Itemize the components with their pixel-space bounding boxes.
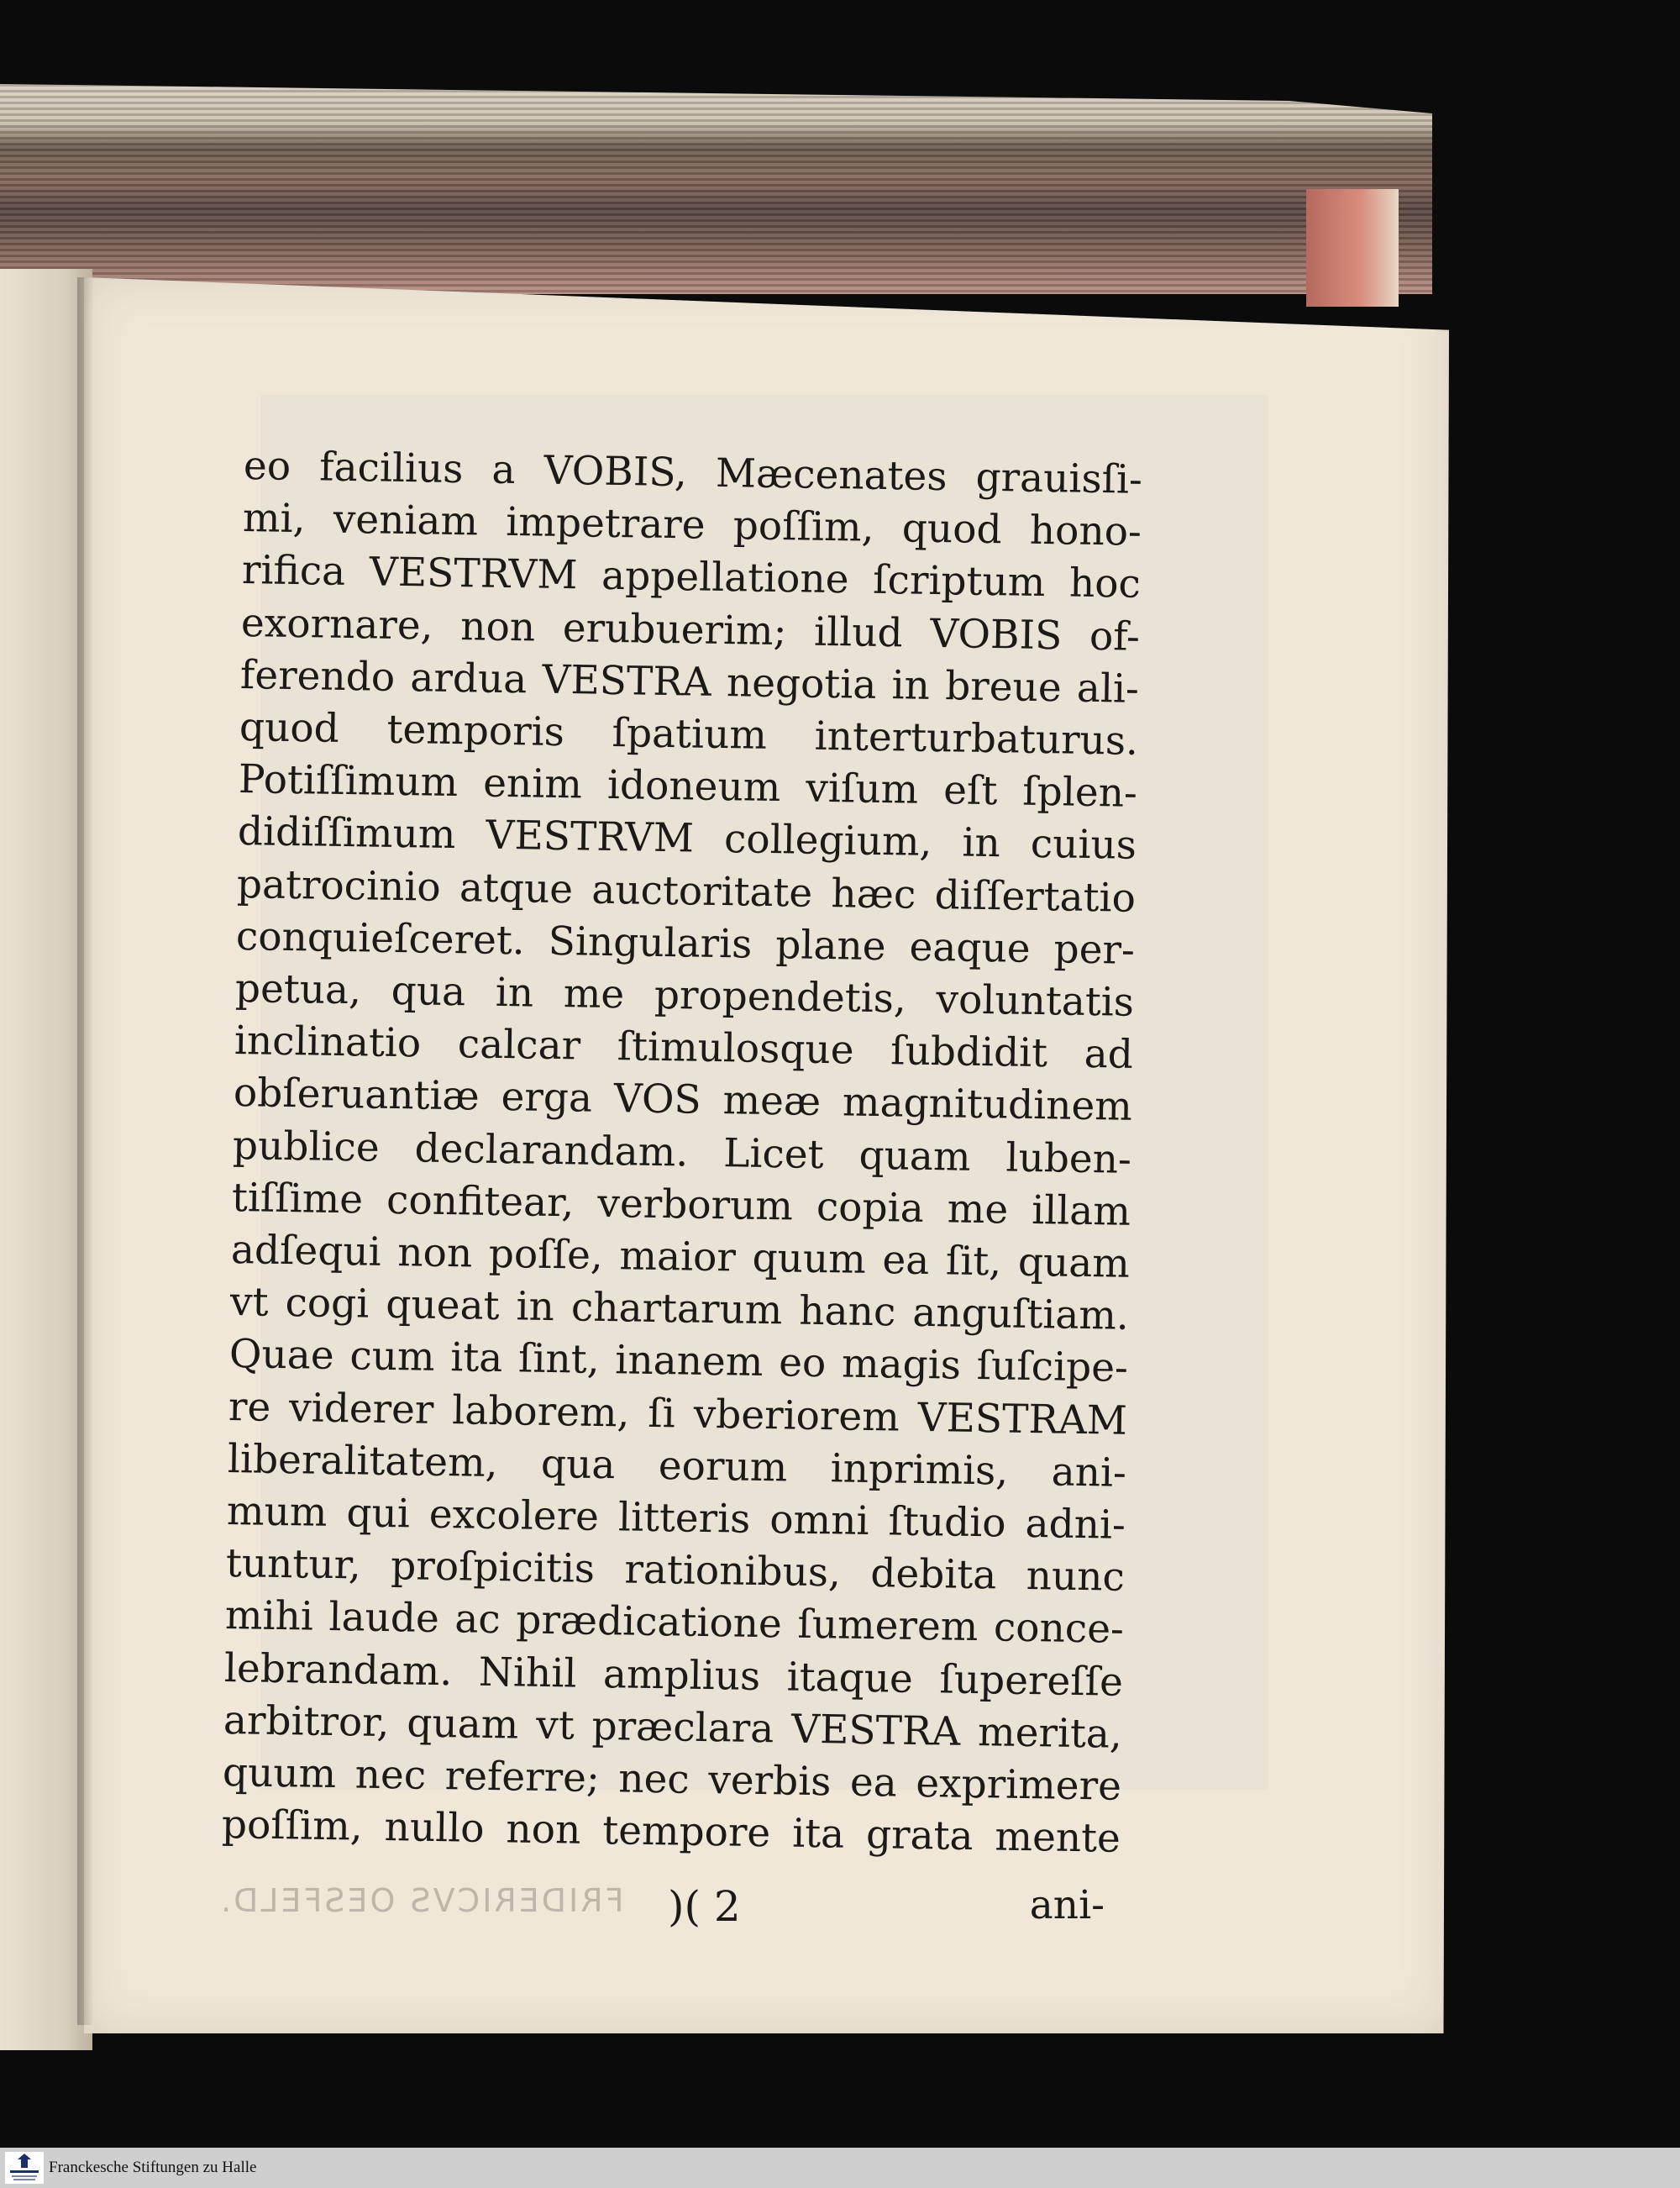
text-line: mihi laude ac prædicatione ſumerem conce-	[224, 1592, 1125, 1654]
text-line: mi, veniam impetrare poſſim, quod hono-	[242, 495, 1142, 555]
book-top-edge	[0, 84, 1432, 294]
footer-bar	[0, 2148, 1680, 2188]
text-line: eo facilius a VOBIS, Mæcenates grauisſi-	[243, 443, 1143, 503]
text-line: conquieſceret. Singularis plane eaque per-	[235, 913, 1136, 974]
text-line: petua, qua in me propendetis, voluntatis	[234, 965, 1135, 1026]
text-line: exornare, non erubuerim; illud VOBIS of-	[240, 599, 1141, 660]
gutter-shadow	[77, 277, 94, 2025]
text-line: inclinatio calcar ſtimulosque ſubdidit ad	[234, 1018, 1134, 1078]
text-line: liberalitatem, qua eorum inprimis, ani-	[227, 1435, 1127, 1496]
text-line: obſeruantiæ erga VOS meæ magnitudinem	[233, 1070, 1133, 1131]
footer-credit: Franckesche Stiftungen zu Halle	[49, 2159, 257, 2176]
text-line: quod temporis ſpatium interturbaturus.	[239, 704, 1139, 765]
text-line: publice declarandam. Licet quam luben-	[232, 1122, 1132, 1183]
text-line: arbitror, quam vt præclara VESTRA merita,	[223, 1696, 1123, 1758]
text-line: ferendo ardua VESTRA negotia in breue ali-	[239, 651, 1140, 713]
text-line: re viderer laborem, ſi vberiorem VESTRAM	[228, 1383, 1128, 1444]
text-line: poſſim, nullo non tempore ita grata mente	[221, 1801, 1121, 1862]
page-footer	[218, 1882, 1142, 1933]
text-line: tuntur, proſpicitis rationibus, debita nunc	[225, 1540, 1126, 1601]
text-line: quum nec referre; nec verbis ea exprimere	[222, 1749, 1122, 1810]
page-edge-red	[1306, 189, 1399, 307]
institution-logo-icon	[5, 2152, 44, 2184]
text-line: lebrandam. Nihil amplius itaque ſupereſſe	[223, 1644, 1124, 1706]
text-line: didiſſimum VESTRVM collegium, in cuius	[237, 808, 1137, 870]
text-line: mum qui excolere litteris omni ſtudio adni-	[226, 1488, 1126, 1549]
text-line: adſequi non poſſe, maior quum ea ſit, quam	[230, 1227, 1131, 1287]
text-line: Quae cum ita ſint, inanem eo magis ſuſcipe-	[228, 1331, 1129, 1392]
catchword: ani-	[1029, 1882, 1105, 1928]
text-line: tiſſime confitear, verborum copia me illam	[231, 1174, 1131, 1235]
signature-mark: )( 2	[668, 1882, 741, 1931]
bleed-through-text: FRIDERICVS OESFELD.	[218, 1882, 624, 1919]
text-line: Potiſſimum enim idoneum viſum eſt ſplen-	[238, 756, 1138, 817]
text-line: rifica VESTRVM appellatione ſcriptum hoc	[241, 547, 1142, 608]
text-line: patrocinio atque auctoritate hæc diſſertatio	[236, 860, 1137, 922]
text-line: vt cogi queat in chartarum hanc anguſtiam.	[229, 1279, 1130, 1339]
